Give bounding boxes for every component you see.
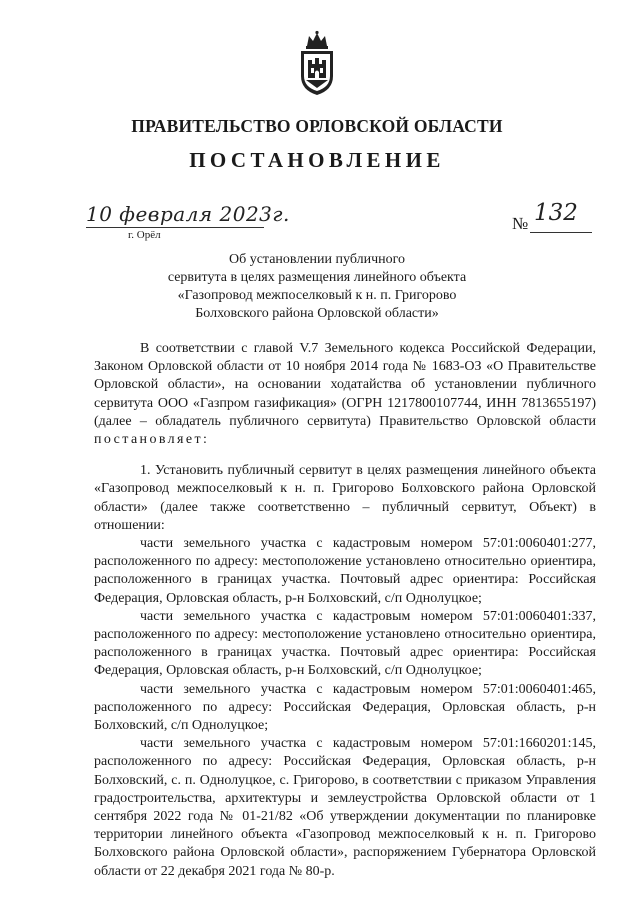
item-1-paragraph: 1. Установить публичный сервитут в целях размещения линейного объекта «Газопровод межпоселковый к н. п. Григорово Болховского района Орловской области» (далее также соответственно – публичный сервитут, Объект) в отношении: bbox=[94, 463, 596, 533]
plot-paragraph: части земельного участка с кадастровым номером 57:01:0060401:465, расположенного по адресу: Российская Федерация, Орловская область, р-н Болховский, с/п Однолуцкое; bbox=[94, 681, 596, 734]
subject-line: Болховского района Орловской области» bbox=[195, 306, 439, 321]
preamble-text: В соответствии с главой V.7 Земельного кодекса Российской Федерации, Законом Орловской области от 10 ноября 2014 года № 1683-ОЗ «О Правительстве Орловской области», на основании ходатайства об установлении публичного сервитута ООО «Газпром газификация» (ОГРН 1217800107744, ИНН 7813655197) (далее – обладатель публичного сервитута) Правительство Орловской области bbox=[94, 341, 596, 429]
resolves-word: постановляет: bbox=[94, 432, 210, 448]
date-underline bbox=[86, 227, 264, 228]
government-title: ПРАВИТЕЛЬСТВО ОРЛОВСКОЙ ОБЛАСТИ bbox=[131, 116, 503, 136]
document-city: г. Орёл bbox=[128, 229, 161, 241]
number-underline bbox=[530, 232, 592, 233]
plot-paragraph: части земельного участка с кадастровым номером 57:01:1660201:145, расположенного по адресу: Российская Федерация, Орловская область, р-н Болховский, с. п. Однолуцкое, с. Григорово, в соответствии с приказом Управления градостроительства, архитектуры и землеустройства Орловской области от 1 сентября 2022 года № 01-21/82 «Об утверждении документации по планировке территории линейного объекта «Газопровод межпоселковый к н. п. Григорово Болховского района Орловской области», распоряжением Губернатора Орловской области от 22 декабря 2021 года № 80-р. bbox=[94, 736, 596, 879]
document-date: 10 февраля 2023г. bbox=[86, 202, 290, 226]
document-subject bbox=[0, 251, 634, 323]
preamble-paragraph bbox=[94, 340, 596, 449]
plot-paragraph: части земельного участка с кадастровым номером 57:01:0060401:277, расположенного по адресу: местоположение установлено относительно ориентира, расположенного в границах участка. Почтовый адрес ориентира: Российская Федерация, Орловская область, р-н Болховский, с/п Однолуцкое; bbox=[94, 536, 596, 606]
document-kind: ПОСТАНОВЛЕНИЕ bbox=[189, 148, 445, 172]
document-number: 132 bbox=[534, 200, 578, 226]
plot-paragraph: части земельного участка с кадастровым номером 57:01:0060401:337, расположенного по адресу: местоположение установлено относительно ориентира, расположенного в границах участка. Почтовый адрес ориентира: Российская Федерация, Орловская область, р-н Болховский, с/п Однолуцкое; bbox=[94, 608, 596, 679]
coat-of-arms-icon bbox=[297, 30, 337, 96]
subject-line: «Газопровод межпоселковый к н. п. Григорово bbox=[177, 288, 457, 303]
subject-line: сервитута в целях размещения линейного объекта bbox=[167, 270, 467, 285]
number-label: № bbox=[512, 214, 529, 233]
document-body bbox=[94, 340, 596, 881]
subject-line: Об установлении публичного bbox=[228, 252, 406, 267]
